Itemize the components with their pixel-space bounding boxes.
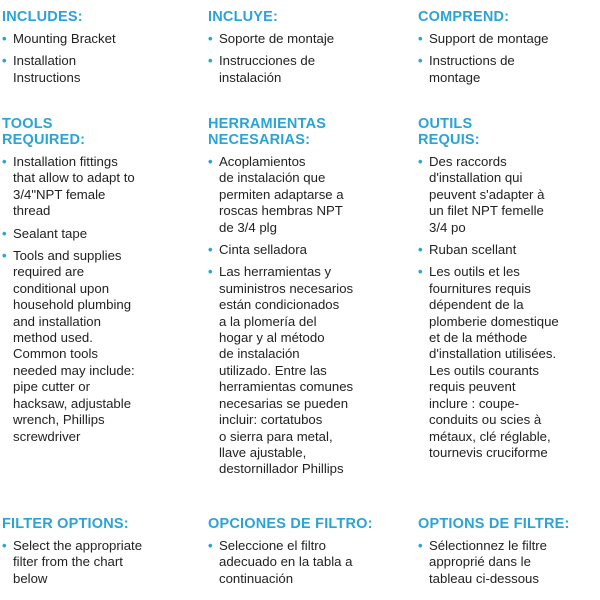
bullet-icon: • [208, 538, 213, 553]
bullet-icon: • [2, 225, 7, 241]
filter-options-section [2, 516, 192, 593]
item-text: Cinta selladora [219, 242, 307, 258]
list-item [208, 264, 398, 477]
item-text: Instrucciones de instalación [219, 53, 316, 85]
list-item [208, 31, 398, 47]
item-text: Select the appropriate filter from the chart below [13, 538, 143, 586]
section-heading: OUTILS REQUIS: [418, 116, 480, 148]
includes-section [418, 9, 600, 92]
section-heading: HERRAMIENTAS NECESARIAS: [208, 116, 327, 148]
item-text: Sélectionnez le filtre approprié dans le tableau ci-dessous [429, 538, 548, 586]
item-text: Soporte de montaje [219, 31, 335, 46]
tools-section [418, 116, 600, 467]
bullet-icon: • [2, 154, 7, 169]
item-text: Ruban scellant [429, 242, 517, 258]
bullet-icon: • [208, 53, 213, 69]
item-list [2, 538, 192, 587]
item-list [2, 154, 192, 445]
includes-section [2, 9, 192, 92]
item-text: Sealant tape [13, 225, 88, 241]
bullet-icon: • [418, 242, 423, 258]
list-item [208, 242, 398, 258]
list-item [2, 538, 192, 587]
filter-options-section [418, 516, 600, 593]
section-heading: TOOLS REQUIRED: [2, 116, 86, 148]
bullet-icon: • [208, 264, 213, 280]
item-list [208, 538, 398, 587]
list-item [418, 242, 600, 258]
list-item [208, 154, 398, 236]
list-item [418, 154, 600, 236]
bullet-icon: • [418, 264, 423, 280]
tools-section [2, 116, 192, 451]
item-list [2, 31, 192, 86]
item-text: Des raccords d'installation qui peuvent s'adapter à un filet NPT femelle 3/4 po [429, 154, 545, 235]
list-item [418, 53, 600, 86]
list-item [418, 31, 600, 47]
includes-section [208, 9, 398, 92]
item-text: Installation Instructions [13, 53, 81, 85]
item-text: Seleccione el filtro adecuado en la tabla a continuación [219, 538, 353, 586]
list-item [418, 538, 600, 587]
item-list [418, 154, 600, 461]
list-item [208, 538, 398, 587]
item-text: Instructions de montage [429, 53, 515, 85]
item-text: Mounting Bracket [13, 31, 116, 46]
item-list [418, 538, 600, 587]
list-item [2, 154, 192, 220]
filter-options-section [208, 516, 398, 593]
item-text: Acoplamientos de instalación que permiten adaptarse a roscas hembras NPT de 3/4 plg [219, 154, 344, 235]
item-text: Las herramientas y suministros necesarios están condicionados a la plomería del hogar y al método de instalación utilizado. Entre las herramientas comunes necesarias se pueden incluir: cortatubos o sierra para metal, llave ajustable, destornillador Phillips [219, 264, 354, 477]
item-list [208, 154, 398, 478]
section-heading: OPTIONS DE FILTRE: [418, 516, 570, 532]
list-item [418, 264, 600, 461]
bullet-icon: • [208, 31, 213, 46]
bullet-icon: • [418, 538, 423, 553]
list-item [2, 226, 192, 242]
list-item [2, 31, 192, 47]
section-heading: INCLUYE: [208, 9, 279, 25]
tools-section [208, 116, 398, 484]
bullet-icon: • [2, 538, 7, 553]
bullet-icon: • [2, 31, 7, 46]
section-heading: OPCIONES DE FILTRO: [208, 516, 373, 532]
bullet-icon: • [418, 53, 423, 69]
section-heading: FILTER OPTIONS: [2, 516, 129, 532]
item-text: Installation fittings that allow to adapt to 3/4"NPT female thread [13, 154, 135, 219]
bullet-icon: • [2, 248, 7, 264]
bullet-icon: • [418, 31, 423, 46]
bullet-icon: • [208, 242, 213, 258]
bullet-icon: • [2, 53, 7, 69]
list-item [2, 53, 192, 86]
section-heading: INCLUDES: [2, 9, 83, 25]
item-list [418, 31, 600, 86]
list-item [208, 53, 398, 86]
bullet-icon: • [208, 154, 213, 169]
section-heading: COMPREND: [418, 9, 510, 25]
list-item [2, 248, 192, 445]
item-text: Support de montage [429, 31, 549, 46]
item-text: Tools and supplies required are conditional upon household plumbing and installation method used. Common tools needed may include: pipe cutter or hacksaw, adjustable wrench, Phillips screwdriver [13, 248, 135, 444]
item-list [208, 31, 398, 86]
item-text: Les outils et les fournitures requis dépendent de la plomberie domestique et de la méthode d'installation utilisées. Les outils courants requis peuvent inclure : coupe- conduits ou scies à métaux, clé réglable, tournevis cruciforme [429, 264, 559, 460]
bullet-icon: • [418, 154, 423, 169]
